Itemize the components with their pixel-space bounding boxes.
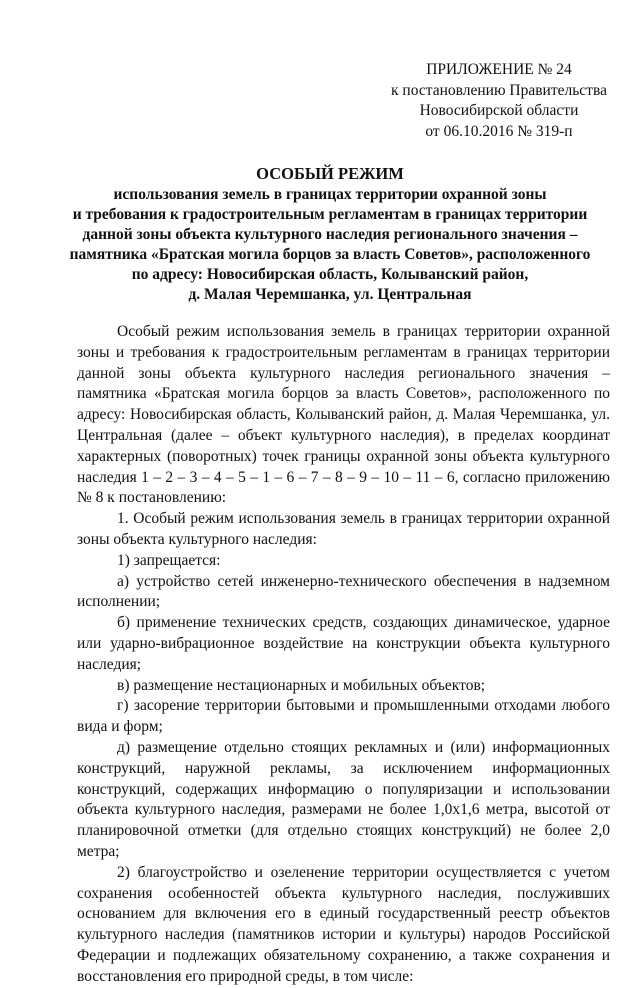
body-paragraph-section-1: 1. Особый режим использования земель в границах территории охранной зоны объекта культурного наследия: (77, 510, 610, 548)
body-paragraph-item-b: б) применение технических средств, создающих динамическое, ударное или ударно-вибрационное воздействие на конструкции объекта культурного наследия; (77, 614, 610, 673)
title-line: данной зоны объекта культурного наследия регионального значения – (82, 226, 578, 243)
body-paragraph-intro: Особый режим использования земель в границах территории охранной зоны и требования к градостроительным регламентам в границах территории данной зоны объекта культурного наследия регионального значения – памятника «Братская могила борцов за власть Советов», расположенного по адресу: Новосибирская область, Колыванский район, д. Малая Черемшанка, ул. Центральная (далее – объект культурного наследия), в пределах координат характерных (поворотных) точек границы охранной зоны объекта культурного наследия 1 – 2 – 3 – 4 – 5 – 1 – 6 – 7 – 8 – 9 – 10 – 11 – 6, согласно приложению № 8 к постановлению: (77, 323, 610, 507)
appendix-date-number: от 06.10.2016 № 319-п (425, 122, 573, 140)
body-paragraph-item-a: а) устройство сетей инженерно-технического обеспечения в надземном исполнении; (77, 572, 610, 611)
title-line: использования земель в границах территории охранной зоны (113, 186, 547, 203)
title-line: и требования к градостроительным регламентам в границах территории (72, 206, 588, 223)
title-line: по адресу: Новосибирская область, Колыванский район, (131, 266, 529, 283)
appendix-region: Новосибирской области (419, 102, 579, 119)
document-body (77, 322, 610, 988)
title-line: д. Малая Черемшанка, ул. Центральная (188, 286, 472, 303)
body-paragraph-item-d: д) размещение отдельно стоящих рекламных и (или) информационных конструкций, наружной рекламы, за исключением информационных конструкций, содержащих информацию о популяризации и использовании объекта культурного наследия, размерами не более 1,0х1,6 метра, высотой от планировочной отметки (для отдельно стоящих конструкций) не более 2,0 метра; (77, 738, 610, 860)
appendix-header (384, 60, 614, 142)
appendix-number: ПРИЛОЖЕНИЕ № 24 (426, 61, 572, 78)
appendix-reference: к постановлению Правительства (391, 81, 607, 99)
document-title (60, 163, 600, 305)
body-paragraph-item-2: 2) благоустройство и озеленение территории осуществляется с учетом сохранения особенностей объекта культурного наследия, послуживших основанием для включения его в единый государственный реестр объектов культурного наследия (памятников истории и культуры) народов Российской Федерации и подлежащих обязательному сохранению, а также сохранения и восстановления его природной среды, в том числе: (77, 863, 610, 985)
body-paragraph-item-g: г) засорение территории бытовыми и промышленными отходами любого вида и форм; (77, 697, 610, 736)
body-paragraph-item-1: 1) запрещается: (117, 551, 221, 569)
body-paragraph-item-v: в) размещение нестационарных и мобильных объектов; (117, 676, 486, 694)
title-main: ОСОБЫЙ РЕЖИМ (256, 164, 404, 183)
title-line: памятника «Братская могила борцов за власть Советов», расположенного (69, 246, 591, 263)
